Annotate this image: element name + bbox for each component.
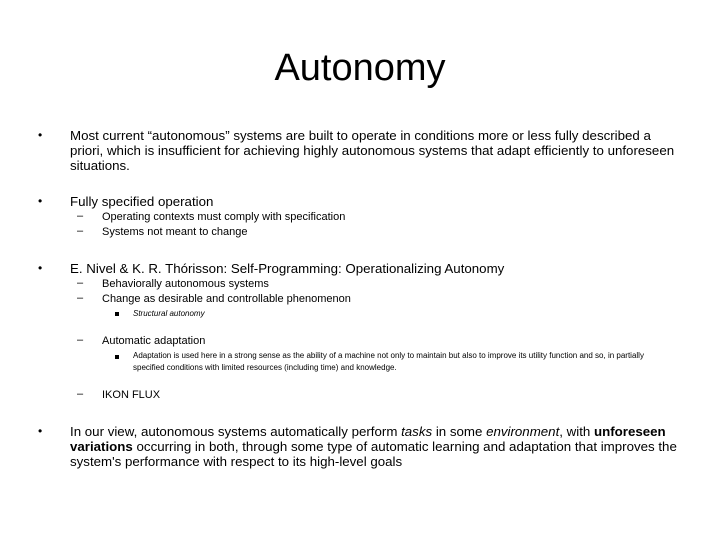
sub-sub-item-structural: Structural autonomy (133, 309, 205, 318)
tasks-emphasis: tasks (401, 424, 433, 439)
sub-item-ikon-flux: IKON FLUX (102, 389, 161, 401)
sub-sub-item-adaptation-definition: Adaptation is used here in a strong sense as the ability of a machine not only to maintain but also to improve its utility function and so, in partially specified conditions with limited resources (including time) and knowledge. (133, 351, 644, 372)
sub-bullet-dash: – (77, 292, 84, 304)
bullet-current-systems: Most current “autonomous” systems are built to operate in conditions more or less fully described a priori, which is insufficient for achieving highly autonomous systems that adapt efficiently to unforeseen situations. (70, 128, 675, 173)
bullet-our-view (70, 424, 685, 469)
unforeseen-variations-emphasis: unforeseen variations (70, 424, 666, 454)
our-view-text: In our view, autonomous systems automatically perform (70, 424, 402, 439)
sub-bullet-dash: – (77, 334, 84, 346)
bullet-fully-specified: Fully specified operation (70, 194, 214, 209)
sub-item-operating-contexts: Operating contexts must comply with specification (102, 211, 346, 223)
sub-bullet-dash: – (77, 210, 84, 222)
bullet-nivel-thorisson: E. Nivel & K. R. Thórisson: Self-Programming: Operationalizing Autonomy (70, 261, 505, 276)
sub-bullet-dash: – (77, 225, 84, 237)
slide-title: Autonomy (274, 47, 446, 89)
bullet-marker: • (38, 261, 43, 275)
bullet-marker: • (38, 128, 43, 142)
sub-bullet-dash: – (77, 388, 84, 400)
our-view-text: in some (432, 424, 487, 439)
our-view-text: , with (559, 424, 594, 439)
sub-bullet-dash: – (77, 277, 84, 289)
bullet-marker: • (38, 194, 43, 208)
bullet-marker: • (38, 424, 43, 438)
square-bullet (115, 312, 119, 316)
environment-emphasis: environment (486, 424, 560, 439)
sub-item-systems-change: Systems not meant to change (102, 226, 248, 238)
sub-item-behaviorally: Behaviorally autonomous systems (102, 278, 269, 290)
our-view-text: occurring in both, through some type of automatic learning and adaptation that improves the system's performance with respect to its high-level goals (70, 439, 677, 469)
square-bullet (115, 355, 119, 359)
sub-item-automatic-adaptation: Automatic adaptation (102, 335, 206, 347)
sub-item-change-desirable: Change as desirable and controllable phenomenon (102, 293, 351, 305)
